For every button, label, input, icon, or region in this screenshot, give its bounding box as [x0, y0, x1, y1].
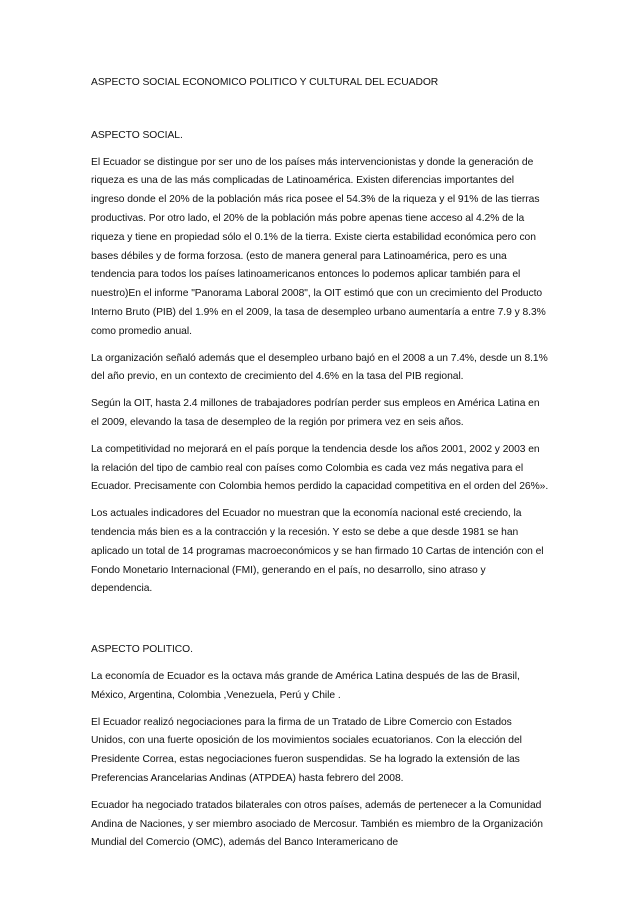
- document-page: [91, 74, 549, 853]
- paragraph-social-4: La competitividad no mejorará en el país porque la tendencia desde los años 2001, 2002 y 2003 en la relación del tipo de cambio real con países como Colombia es cada vez más negativa para el Ecuador. Precisamente con Colombia hemos perdido la capacidad competitiva en el orden del 26%».: [91, 443, 549, 493]
- section-heading-social: ASPECTO SOCIAL.: [91, 129, 183, 141]
- document-title: ASPECTO SOCIAL ECONOMICO POLITICO Y CULTURAL DEL ECUADOR: [91, 77, 439, 88]
- paragraph-social-1: El Ecuador se distingue por ser uno de los países más intervencionistas y donde la generación de riqueza es una de las más complicadas de Latinoamérica. Existen diferencias importantes del ingreso donde el 20% de la población más rica posee el 54.3% de la riqueza y el 91% de las tierras productivas. Por otro lado, el 20% de la población más pobre apenas tiene acceso al 4.2% de la riqueza y tiene en propiedad sólo el 0.1% de la tierra. Existe cierta estabilidad económica pero con bases débiles y de forma forzosa. (esto de manera general para Latinoamérica, pero es una tendencia para todos los países latinoamericanos entonces lo podemos aplicar también para el nuestro)En el informe "Panorama Laboral 2008", la OIT estimó que con un crecimiento del Producto Interno Bruto (PIB) del 1.9% en el 2009, la tasa de desempleo urbano aumentaría a entre 7.9 y 8.3% como promedio anual.: [91, 156, 546, 337]
- section-heading-politico: ASPECTO POLITICO.: [91, 644, 193, 656]
- paragraph-politico-2: El Ecuador realizó negociaciones para la firma de un Tratado de Libre Comercio con Estados Unidos, con una fuerte oposición de los movimientos sociales ecuatorianos. Con la elección del Presidente Correa, estas negociaciones fueron suspendidas. Se ha logrado la extensión de las Preferencias Arancelarias Andinas (ATPDEA) hasta febrero del 2008.: [91, 716, 522, 784]
- paragraph-politico-1: La economía de Ecuador es la octava más grande de América Latina después de las de Brasil, México, Argentina, Colombia ,Venezuela, Perú y Chile .: [91, 670, 520, 701]
- section-aspecto-politico: [91, 641, 549, 853]
- paragraph-social-5: Los actuales indicadores del Ecuador no muestran que la economía nacional esté creciendo, la tendencia más bien es a la contracción y la recesión. Y esto se debe a que desde 1981 se han aplicado un total de 14 programas macroeconómicos y se han firmado 10 Cartas de intención con el Fondo Monetario Internacional (FMI), generando en el país, no desarrollo, sino atraso y dependencia.: [91, 508, 544, 595]
- paragraph-politico-3: Ecuador ha negociado tratados bilaterales con otros países, además de pertenecer a la Comunidad Andina de Naciones, y ser miembro asociado de Mercosur. También es miembro de la Organización Mundial del Comercio (OMC), además del Banco Interamericano de: [91, 799, 543, 849]
- section-aspecto-social: [91, 127, 549, 599]
- paragraph-social-3: Según la OIT, hasta 2.4 millones de trabajadores podrían perder sus empleos en América Latina en el 2009, elevando la tasa de desempleo de la región por primera vez en seis años.: [91, 398, 540, 428]
- paragraph-social-2: La organización señaló además que el desempleo urbano bajó en el 2008 a un 7.4%, desde un 8.1% del año previo, en un contexto de crecimiento del 4.6% en la tasa del PIB regional.: [91, 352, 548, 383]
